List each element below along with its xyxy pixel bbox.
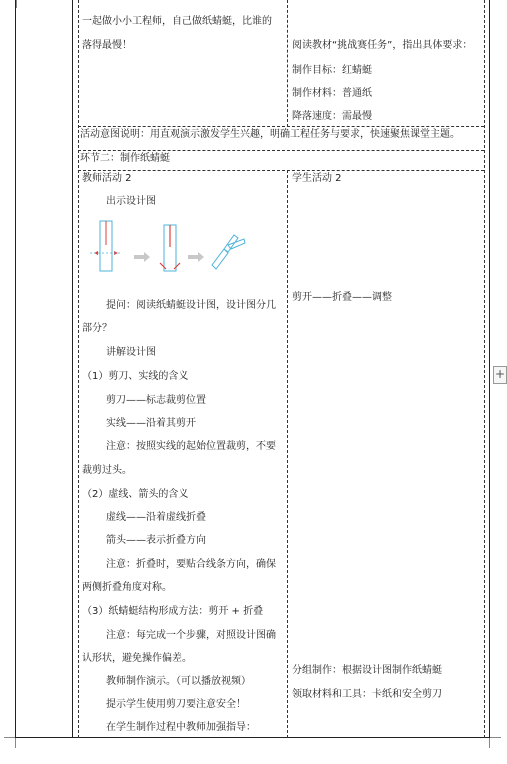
tools-text: 领取材料和工具：卡纸和安全剪刀 [292,689,442,700]
part2-dashed-line: 虚线——沿着虚线折叠 [106,512,206,523]
activity-intent-text: 活动意图说明：用直观演示激发学生兴趣，明确工程任务与要求，快速聚焦课堂主题。 [80,129,460,140]
part3-note-line2: 认形状，避免操作偏差。 [82,653,192,664]
table-border-bottom [15,737,490,738]
part1-title: （1）剪刀、实线的含义 [82,371,189,382]
question-line2: 部分？ [82,323,112,334]
part2-note-line1: 注意：折叠时，要贴合线条方向，确保 [106,559,276,570]
margin-corner-bottom-right-h [489,737,501,738]
show-design-text: 出示设计图 [106,196,156,207]
part3-note-line1: 注意：每完成一个步骤，对照设计图确 [106,630,276,641]
step-arrow-icon [134,252,150,262]
teacher-activity-header: 教师活动 2 [82,173,132,184]
part2-title: （2）虚线、箭头的含义 [82,489,189,500]
task-intro-line2: 落得最慢！ [82,40,132,51]
margin-corner-bottom-left-h [4,737,15,738]
column-divider-main [287,170,288,738]
speed-text: 降落速度：需最慢 [292,111,372,122]
question-line1: 提问：阅读纸蜻蜓设计图，设计图分几 [106,300,276,311]
goal-text: 制作目标：红蜻蜓 [292,65,372,76]
column-divider-top [287,0,288,127]
part1-note-line2: 裁剪过头。 [82,465,132,476]
row-divider-section [78,150,484,151]
explain-design-text: 讲解设计图 [106,347,156,358]
margin-corner-bottom-left [4,737,16,748]
table-column-divider [72,0,73,738]
student-activity-header: 学生活动 2 [292,173,342,184]
design-step-3 [212,235,245,269]
safety-reminder-text: 提示学生使用剪刀要注意安全！ [106,699,246,710]
part3-title: （3）纸蜻蜓结构形成方法：剪开 + 折叠 [82,606,264,617]
read-textbook-text: 阅读教材“挑战赛任务”，指出具体要求： [292,40,473,51]
part1-note-line1: 注意：按照实线的起始位置裁剪，不要 [106,441,276,452]
group-making-text: 分组制作：根据设计图制作纸蜻蜓 [292,665,442,676]
margin-corner-bottom-right [489,737,502,748]
part1-scissors: 剪刀——标志裁剪位置 [106,395,206,406]
section-title: 环节二：制作纸蜻蜓 [80,153,170,164]
guidance-text: 在学生制作过程中教师加强指导： [106,722,256,733]
part2-note-line2: 两侧折叠角度对称。 [82,582,172,593]
row-divider-headers [78,170,484,171]
dragonfly-design-diagram [88,217,248,275]
table-border-left [15,0,16,738]
inner-border-left [78,0,79,738]
design-step-1 [90,221,122,271]
teacher-demo-text: 教师制作演示。（可以播放视频） [106,676,251,687]
design-step-2 [160,225,180,271]
step-arrow-icon [188,252,204,262]
part2-arrow: 箭头——表示折叠方向 [106,535,206,546]
material-text: 制作材料：普通纸 [292,88,372,99]
row-divider-intent [78,126,484,127]
add-icon[interactable]: + [493,366,507,384]
inner-border-right [484,0,485,738]
task-intro-line1: 一起做小小工程师，自己做纸蜻蜓，比谁的 [82,16,272,27]
part1-solid-line: 实线——沿着其剪开 [106,418,196,429]
student-steps-text: 剪开——折叠——调整 [292,292,392,303]
table-border-right [489,0,490,738]
